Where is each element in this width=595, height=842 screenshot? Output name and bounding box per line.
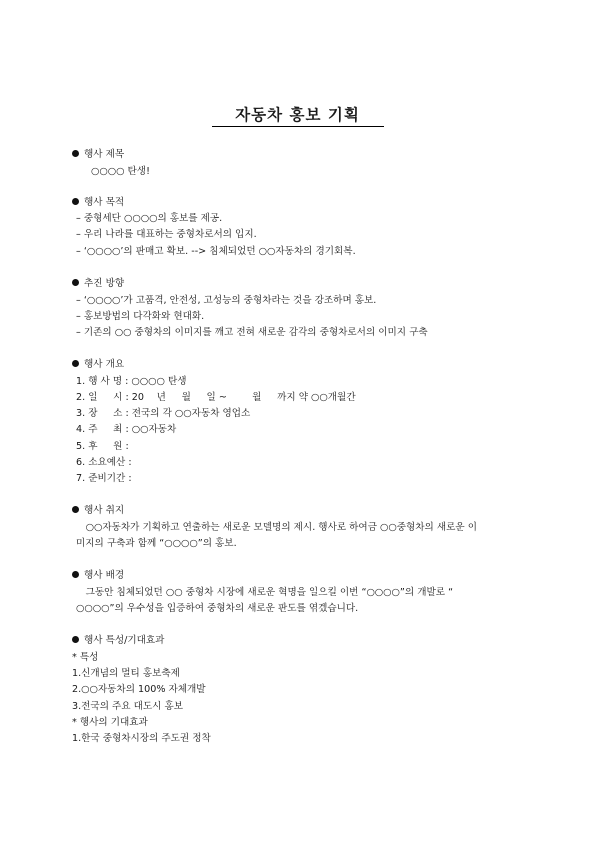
bullet-icon	[72, 360, 79, 367]
bullet-icon	[72, 571, 79, 578]
document-title: 자동차 홍보 기획	[235, 106, 360, 124]
overview-item: 7. 준비기간 :	[76, 473, 132, 484]
section-heading-name: 행사 제목	[72, 148, 595, 161]
bullet-icon	[72, 636, 79, 643]
bullet-icon	[72, 279, 79, 286]
text-line: 미지의 구축과 함께 “○○○○”의 홍보.	[76, 538, 237, 549]
text-line: ○○○○”의 우수성을 입증하여 중형차의 새로운 판도를 엮겠습니다.	[76, 603, 359, 614]
section-heading-overview: 행사 개요	[72, 358, 595, 371]
section-heading-features: 행사 특성/기대효과	[72, 634, 595, 647]
text-line: – 기존의 ○○ 중형차의 이미지를 깨고 전혀 새로운 감각의 중형차로서의 이미지 구축	[76, 327, 428, 338]
text-line: 그동안 침체되었던 ○○ 중형차 시장에 새로운 혁명을 일으킬 이번 “○○○○”의 개발로 “	[76, 587, 454, 598]
text-line: – 우리 나라를 대표하는 중형차로서의 입지.	[76, 229, 257, 240]
section-heading-purpose: 행사 목적	[72, 196, 595, 209]
bullet-icon	[72, 198, 79, 205]
feature-line: * 특성	[72, 652, 99, 663]
overview-item: 1. 행 사 명 : ○○○○ 탄생	[76, 376, 187, 387]
text-line: – ‘○○○○’가 고품격, 안전성, 고성능의 중형차라는 것을 강조하며 홍보.	[76, 295, 377, 306]
title-underline	[212, 126, 384, 127]
section-heading-direction: 추진 방향	[72, 277, 595, 290]
feature-line: 1.신개념의 멀티 홍보축제	[72, 668, 180, 679]
bullet-icon	[72, 150, 79, 157]
overview-item: 6. 소요예산 :	[76, 457, 132, 468]
text-line: ○○○○ 탄생!	[91, 166, 150, 177]
text-line: – 중형세단 ○○○○의 홍보를 제공.	[76, 213, 223, 224]
overview-item: 4. 주 최 : ○○자동차	[76, 424, 177, 435]
feature-line: 1.한국 중형차시장의 주도권 정착	[72, 733, 211, 744]
feature-line: * 행사의 기대효과	[72, 717, 148, 728]
section-heading-background: 행사 배경	[72, 569, 595, 582]
text-line: – 홍보방법의 다각화와 현대화.	[76, 311, 205, 322]
text-line: ○○자동차가 기획하고 연출하는 새로운 모델명의 제시. 행사로 하여금 ○○중형차의 새로운 이	[76, 522, 477, 533]
text-line: – ‘○○○○’의 판매고 확보. --> 침체되었던 ○○자동차의 경기회복.	[76, 246, 356, 257]
feature-line: 2.○○자동차의 100% 자체개발	[72, 684, 206, 695]
feature-line: 3.전국의 주요 대도시 홍보	[72, 701, 183, 712]
overview-item: 3. 장 소 : 전국의 각 ○○자동차 영업소	[76, 408, 251, 419]
overview-item: 2. 일 시 : 20 년 월 일 ~ 월 까지 약 ○○개월간	[76, 392, 356, 403]
section-heading-intent: 행사 취지	[72, 504, 595, 517]
bullet-icon	[72, 506, 79, 513]
overview-item: 5. 후 원 :	[76, 441, 129, 452]
